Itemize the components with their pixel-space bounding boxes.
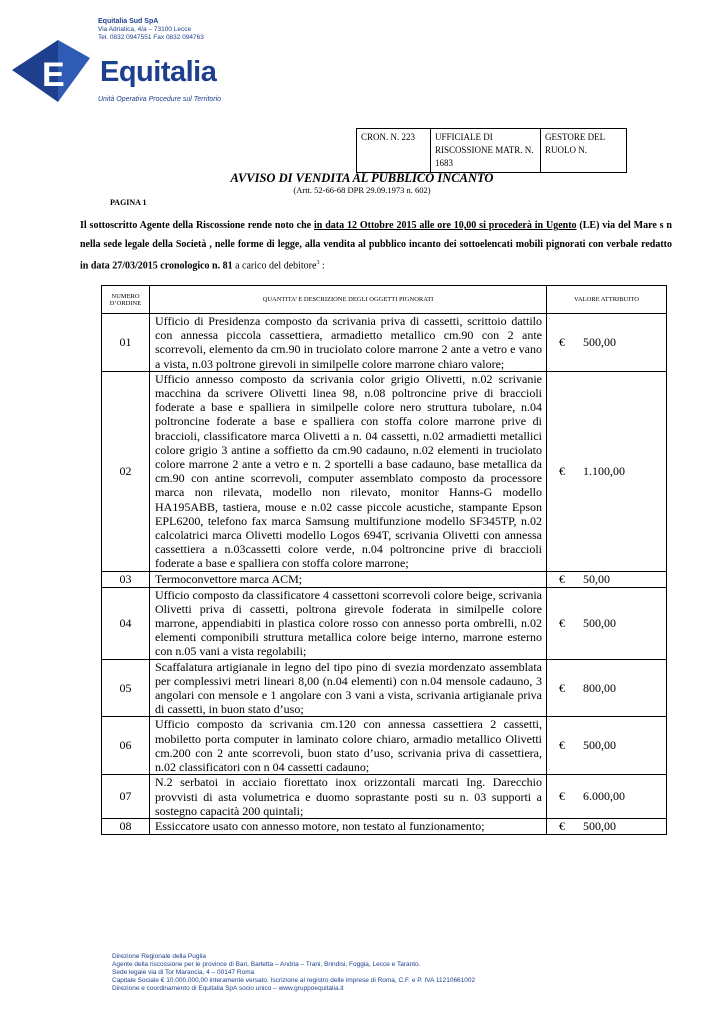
table-row <box>102 818 667 834</box>
notice-title: AVVISO DI VENDITA AL PUBBLICO INCANTO <box>230 171 494 185</box>
item-description: Ufficio composto da scrivania cm.120 con annessa cassettiera 2 cassetti, mobiletto porta computer in laminato colore chiaro, armadio metallico Olivetti cm.200 con 2 ante scorrevoli, buon stato d’uso, scrivania priva di cassettiera, n.02 classificatori con n 04 cassetti cadauno; <box>150 717 547 775</box>
unit-name: Unità Operativa Procedure sul Territorio <box>98 96 222 103</box>
value-amount: 800,00 <box>583 680 616 695</box>
value-amount: 500,00 <box>583 818 616 833</box>
currency-symbol: € <box>559 789 565 804</box>
item-description: Ufficio composto da classificatore 4 cassettoni scorrevoli colore beige, scrivania Olivetti priva di cassetti, poltrona girevole foderata in similpelle colore marrone, appendiabiti in plastica colore rosso con annesso porta ombrelli, n.02 elementi componibili struttura metallica colore beige interno, marrone esterno con n.05 vani a vista regolabili; <box>150 587 547 659</box>
footnote-mark: 3 <box>316 260 320 266</box>
item-number: 03 <box>102 571 150 587</box>
brand-name: Equitalia <box>100 56 217 88</box>
item-value <box>547 571 667 587</box>
table-row <box>102 659 667 717</box>
table-row <box>102 314 667 372</box>
value-amount: 500,00 <box>583 738 616 753</box>
header-description: QUANTITA’ E DESCRIZIONE DEGLI OGGETTI PIGNORATI <box>150 286 547 314</box>
footer-line: Direzione Regionale della Puglia <box>112 953 206 960</box>
item-description: Scaffalatura artigianale in legno del tipo pino di svezia mordenzato assemblata per complessivi metri lineari 8,00 (n.04 elementi) con n.04 mensole cadauno, 3 angolari con mensole e 1 angolare con 3 vani a vista, scrivania artigianale priva di cassetti, in buon stato d’uso; <box>150 659 547 717</box>
company-phone: Tel. 0832 0947551 Fax 0832 094763 <box>98 34 204 41</box>
item-number: 08 <box>102 818 150 834</box>
currency-symbol: € <box>559 463 565 478</box>
item-description: N.2 serbatoi in acciaio fiorettato inox orizzontali marcati Ing. Darecchio provvisti di asta volumetrica e duomo soprastante posti su n. 03 supporti a sostegno capacità 200 quintali; <box>150 775 547 819</box>
currency-symbol: € <box>559 334 565 349</box>
currency-symbol: € <box>559 738 565 753</box>
item-value <box>547 314 667 372</box>
company-header <box>98 18 204 42</box>
items-header-row <box>102 286 667 314</box>
intro-part2: (LE) via del Mare s n nella sede legale della Società , nelle forme di legge, alla vendita al pubblico incanto dei sottoelencati mobili pignorati con verbale redatto in data 27/03/2015 cronologico n. 81 <box>80 220 672 272</box>
notice-subtitle: (Artt. 52-66-68 DPR 29.09.1973 n. 602) <box>293 185 431 195</box>
intro-paragraph <box>80 216 672 275</box>
value-amount: 6.000,00 <box>583 789 625 804</box>
logo-letter: E <box>42 56 65 94</box>
value-amount: 500,00 <box>583 334 616 349</box>
currency-symbol: € <box>559 680 565 695</box>
intro-part3: a carico del debitore <box>232 260 317 272</box>
equitalia-logo-icon <box>12 40 90 102</box>
item-number: 02 <box>102 371 150 571</box>
company-name: Equitalia Sud SpA <box>98 18 159 25</box>
item-value <box>547 587 667 659</box>
cron-number: CRON. N. 223 <box>357 129 431 173</box>
footer-line: Capitale Sociale € 10.000.000,00 interamente versato. Iscrizione al registro delle imprese di Roma, C.F. e P. IVA 11210661002 <box>112 977 476 984</box>
currency-symbol: € <box>559 571 565 586</box>
item-number: 07 <box>102 775 150 819</box>
currency-symbol: € <box>559 615 565 630</box>
footer-line: Agente della riscossione per le province di Bari, Barletta – Andria – Trani, Brindisi, Foggia, Lecce e Taranto. <box>112 961 421 968</box>
footer-line: Sede legale via di Tor Marancia, 4 – 00147 Roma <box>112 969 255 976</box>
header-value: VALORE ATTRIBUITO <box>547 286 667 314</box>
currency-symbol: € <box>559 818 565 833</box>
roll-manager: GESTORE DEL RUOLO N. <box>541 129 627 173</box>
value-amount: 500,00 <box>583 615 616 630</box>
reference-box <box>356 128 627 173</box>
item-description: Ufficio di Presidenza composto da scrivania priva di cassetti, scrittoio dattilo con annessa piccola cassettiera, armadietto metallico cm.90 con 2 ante scorrevoli, elemento da cm.90 in truciolato colore marrone 2 ante a vetro e vano a vista, n.03 poltrone girevoli in similpelle colore marrone chiaro valore; <box>150 314 547 372</box>
footer-line: Direzione e coordinamento di Equitalia SpA socio unico – www.gruppoequitalia.it <box>112 985 344 992</box>
intro-part1: Il sottoscritto Agente della Riscossione rende noto che <box>80 220 314 231</box>
intro-part4: : <box>319 260 325 272</box>
item-description: Termoconvettore marca ACM; <box>150 571 547 587</box>
auction-date: in data 12 Ottobre 2015 alle ore 10,00 si procederà in Ugento <box>313 220 577 231</box>
items-table <box>101 285 667 835</box>
value-amount: 1.100,00 <box>583 463 625 478</box>
item-description: Essiccatore usato con annesso motore, non testato al funzionamento; <box>150 818 547 834</box>
item-value <box>547 717 667 775</box>
page-label: PAGINA 1 <box>110 198 147 207</box>
item-value <box>547 775 667 819</box>
item-value <box>547 659 667 717</box>
table-row <box>102 717 667 775</box>
value-amount: 50,00 <box>583 571 610 586</box>
table-row <box>102 571 667 587</box>
item-number: 06 <box>102 717 150 775</box>
item-number: 04 <box>102 587 150 659</box>
table-row <box>102 371 667 571</box>
table-row <box>102 587 667 659</box>
item-value <box>547 371 667 571</box>
officer-id: UFFICIALE DI RISCOSSIONE MATR. N. 1683 <box>431 129 541 173</box>
footer <box>112 953 475 993</box>
header-number: NUMERO D’ORDINE <box>102 286 150 314</box>
item-number: 05 <box>102 659 150 717</box>
item-value <box>547 818 667 834</box>
item-description: Ufficio annesso composto da scrivania color grigio Olivetti, n.02 scrivanie macchina da scrivere Olivetti linea 98, n.08 poltroncine prive di braccioli foderate a base e spalliera in similpelle colore nero struttura tubolare, n.04 poltroncine foderate a base e spalliera con stoffa colore marrone prive di braccioli, classificatore marca Olivetti a n. 04 cassetti, n.02 armadietti metallici colore grigio 3 antine a soffietto da cm.90 cadauno, n.02 elementi in truciolato colore marrone 2 ante a vetro e n. 2 sportelli a base cadauno, base metallica da cm.90 con antine scorrevoli, computer assemblato composto da processore marca non rilevata, modello non rilevato, monitor Hanns-G modello HA195ABB, tastiera, mouse e n.02 casse piccole acustiche, stampante Epson EPL6200, telefono fax marca Samsung multifunzione modello SF345TP, n.02 calcolatrici marca Olivetti modello Logos 694T, scrivania Olivetti con annessa cassettiera a n.03cassetti colore verde, n.04 poltroncine prive di braccioli foderate a base e spalliera con stoffa colore marrone; <box>150 371 547 571</box>
company-address: Via Adriatica, 4/a – 73100 Lecce <box>98 26 192 33</box>
item-number: 01 <box>102 314 150 372</box>
table-row <box>102 775 667 819</box>
